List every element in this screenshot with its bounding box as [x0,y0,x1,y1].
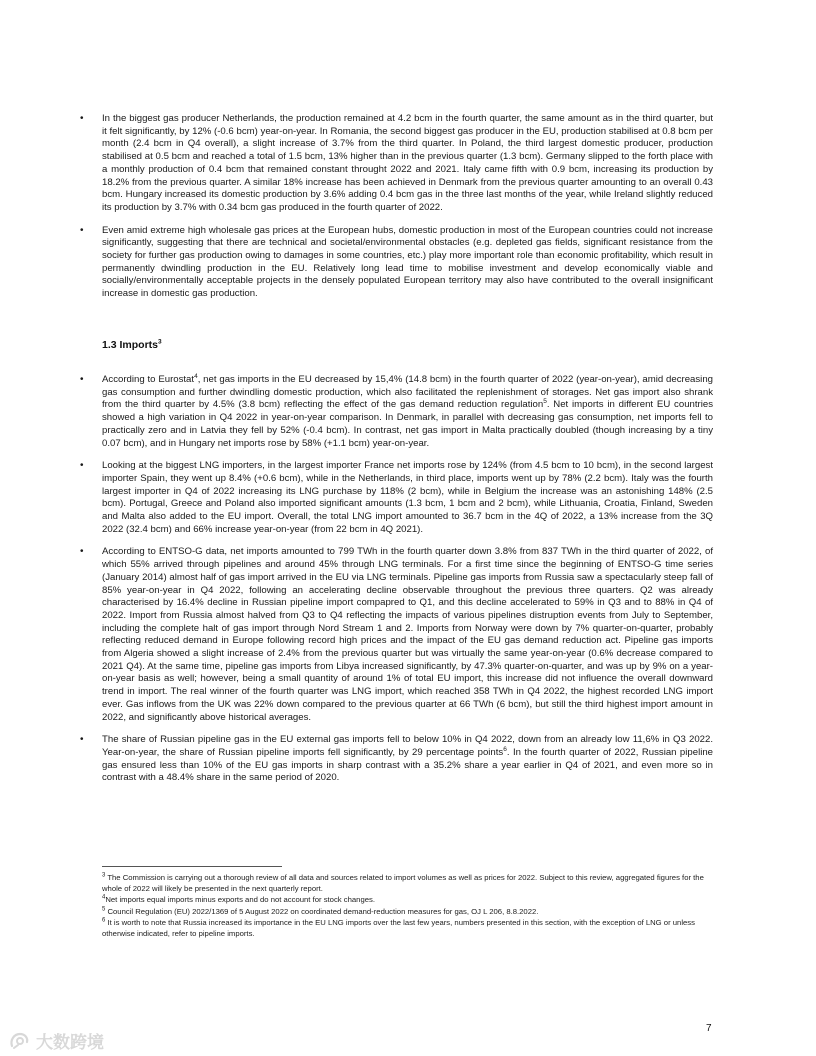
footnote-text: Net imports equal imports minus exports and do not account for stock changes. [105,895,375,905]
footnote-ref-3: 3 [158,338,162,346]
bullet-text: , net gas imports in the EU decreased by 15,4% (14.8 bcm) in the fourth quarter of 2022 (year-on-year), amid decreasing gas consumption and further dwindling domestic production, which also facilitated the replenishment of storages. Net gas import also shrank from the third quarter by 4.5% (3.8 bcm) reflecting the effect of the gas demand reduction regulation [102,374,713,411]
bullet-entsog-data: • According to ENTSO-G data, net imports amounted to 799 TWh in the fourth quarter down 3.8% from 837 TWh in the third quarter of 2022, of which 55% arrived through pipelines and around 45% through LNG terminals. For a first time since the beginning of ENTSO-G time series (January 2014) almost half of gas import arrived in the EU via LNG terminals. Pipeline gas imports from Russia saw a spectacularly steep fall of 85% year-on-year in Q4 2022, following an accelerating decline observable throughout the previous three quarters. Q2 was already characterised by 16.4% decline in Russian pipeline import compapred to Q1, and this decline accelerated to 59% in Q3 and to 88% in Q4 of 2022. Import from Russia almost halved from Q3 to Q4 reflecting the impacts of various pipelines distruption events from July to September, including the complete halt of gas import through Nord Stream 1 and 2. Imports from Norway were down by 7% quarter-on-quarter, probably reflecting reduced demand in Europe following record high prices and the impact of the EU gas demand reduction act. Pipeline gas imports from Algeria showed a slight increase of 2.4% from the previous quarter but was virtually the same year-on-year (0.6% decrease compared to 2021 Q4). At the same time, pipeline gas imports from Libya increased significantly, by 47.3% quarter-on-quarter, and was up by 9% on a year-on-year basis as well; however, being a small quantity of around 1% of total EU import, this increase did not influence the overall downward trend in import. The real winner of the fourth quarter was LNG import, which reached 358 TWh in Q4 2022, the highest recorded LNG import ever. Gas inflows from the UK was 22% down compared to the previous quarter at 66 TWh (6 bcm), but still the third highest import amount in 2022, and significantly above historical averages. [102,546,713,724]
bullet-lng-importers: • Looking at the biggest LNG importers, in the largest importer France net imports rose by 124% (from 4.5 bcm to 10 bcm), in the second largest importer Spain, they went up 8.4% (+0.6 bcm), while in the Netherlands, in third place, imports went up by 78% (2.2 bcm). Italy was the fourth largest importer in Q4 of 2022 increasing its LNG purchase by 118% (2 bcm), while in Belgium the increase was an astonishing 148% (2.5 bcm). Portugal, Greece and Poland also imported significant amounts (1.3 bcm, 1 bcm and 2 bcm), while Lithuania, Croatia, Finland, Sweden and Malta also added to the EU import. Overall, the total LNG import amounted to 36.7 bcm in the 4Q of 2022, a 13% increase from the 3Q 2022 (32.4 bcm) and 66% increase year-on-year (from 22 bcm in 4Q 2021). [102,460,713,536]
footnotes [102,873,714,941]
footnote-text: The Commission is carrying out a thorough review of all data and sources related to import volumes as well as prices for 2022. Subject to this review, aggregated figures for the whole of 2022 will likely be presented in the next quarterly report. [102,873,704,893]
footnote-3 [102,873,714,894]
bullet-text: The share of Russian pipeline gas in the EU external gas imports fell to below 10% in Q4 2022, down from an already low 11,6% in Q3 2022. Year-on-year, the share of Russian pipeline imports fell significantly, by 29 percentage points [102,734,713,758]
bullet-russian-pipeline-share [102,734,713,785]
footnote-separator [102,866,282,867]
page-number: 7 [706,1023,712,1034]
bullet-text: According to Eurostat [102,374,195,385]
bullet-domestic-production-obstacles: • Even amid extreme high wholesale gas prices at the European hubs, domestic production in most of the European countries could not increase significantly, suggesting that there are technical and societal/environmental obstacles (e.g. depleted gas fields, significant resistance from the society for further gas production owing to damages in some countries, etc.) play more important role than economic profitability, which result in permanently dwindling production in the EU. Relatively long lead time to mobilise investment and develop economically viable and socially/environmentally acceptable projects in the densely populated European territory may also have contributed to the overall insignificant increase in domestic gas production. [102,225,713,301]
footnote-6 [102,918,714,939]
bullet-text: . Net imports in different EU countries showed a high variation in Q4 2022 in year-on-year comparison. In Denmark, in parallel with decreasing gas consumption, net imports fell to practically zero and in Latvia they fell by 52% (-0.4 bcm). In contrast, net gas import in Malta practically doubled (though increasing by a tiny 0.07 bcm), and in Hungary net imports rose by 58% (+1.1 bcm) year-on-year. [102,399,713,449]
footnote-number: 4 [102,894,106,901]
bullet-text: . In the fourth quarter of 2022, Russian pipeline gas ensured less than 10% of the EU gas imports in sharp contrast with a 35.2% share a year earlier in Q4 of 2021, and even more so in contrast with a 48.4% share in the same period of 2020. [102,746,714,784]
watermark-logo-icon [8,1030,32,1052]
footnote-text: Council Regulation (EU) 2022/1369 of 5 August 2022 on coordinated demand-reduction measures for gas, OJ L 206, 8.8.2022. [105,906,539,916]
imports-bullet-list [102,374,713,795]
footnote-number: 5 [102,906,106,913]
watermark [8,1028,104,1053]
watermark-text: 大数跨境 [36,1033,104,1052]
footnote-text: It is worth to note that Russia increased its importance in the EU LNG imports over the last few years, numbers presented in this section, with the exception of LNG or unless otherwise indicated, refer to pipeline imports. [102,918,695,938]
bullet-production-countries: • In the biggest gas producer Netherlands, the production remained at 4.2 bcm in the fourth quarter, the same amount as in the third quarter, but it felt significantly, by 12% (-0.6 bcm) year-on-year. In Romania, the second biggest gas producer in the EU, production stabilised at 0.8 bcm per month (2.4 bcm in Q4 overall), a slight increase of 3.7% from the third quarter. In Poland, the third largest domestic producer, production stabilised at 0.5 bcm and reached a total of 1.5 bcm, 13% higher than in the previous quarter (1.3 bcm). Germany slipped to the forth place with a monthly production of 0.4 bcm that remained constant throught 2022 and 2021. Italy came fifth with 0.9 bcm, increasing its production by 18.2% from the previous quarter. A similar 18% increase has been achieved in Denmark from the previous quarter amounting to an overall 0.43 bcm. Hungary increased its domestic production by 3.6% adding 0.4 bcm gas in the three last months of the year, while Ireland slightly reduced its production by 3.7% with 0.34 bcm gas produced in the fourth quarter of 2022. [102,113,713,215]
footnote-4 [102,895,714,906]
section-heading-imports [102,339,162,351]
footnote-5 [102,907,714,918]
footnote-ref-6: 6 [503,745,507,753]
production-bullet-list [102,113,713,311]
footnote-number: 6 [102,917,106,924]
section-heading-text: 1.3 Imports [102,339,159,351]
footnote-number: 3 [102,872,106,879]
footnote-ref-5: 5 [543,398,547,406]
bullet-eurostat-net-imports [102,374,713,450]
footnote-ref-4: 4 [194,372,198,380]
